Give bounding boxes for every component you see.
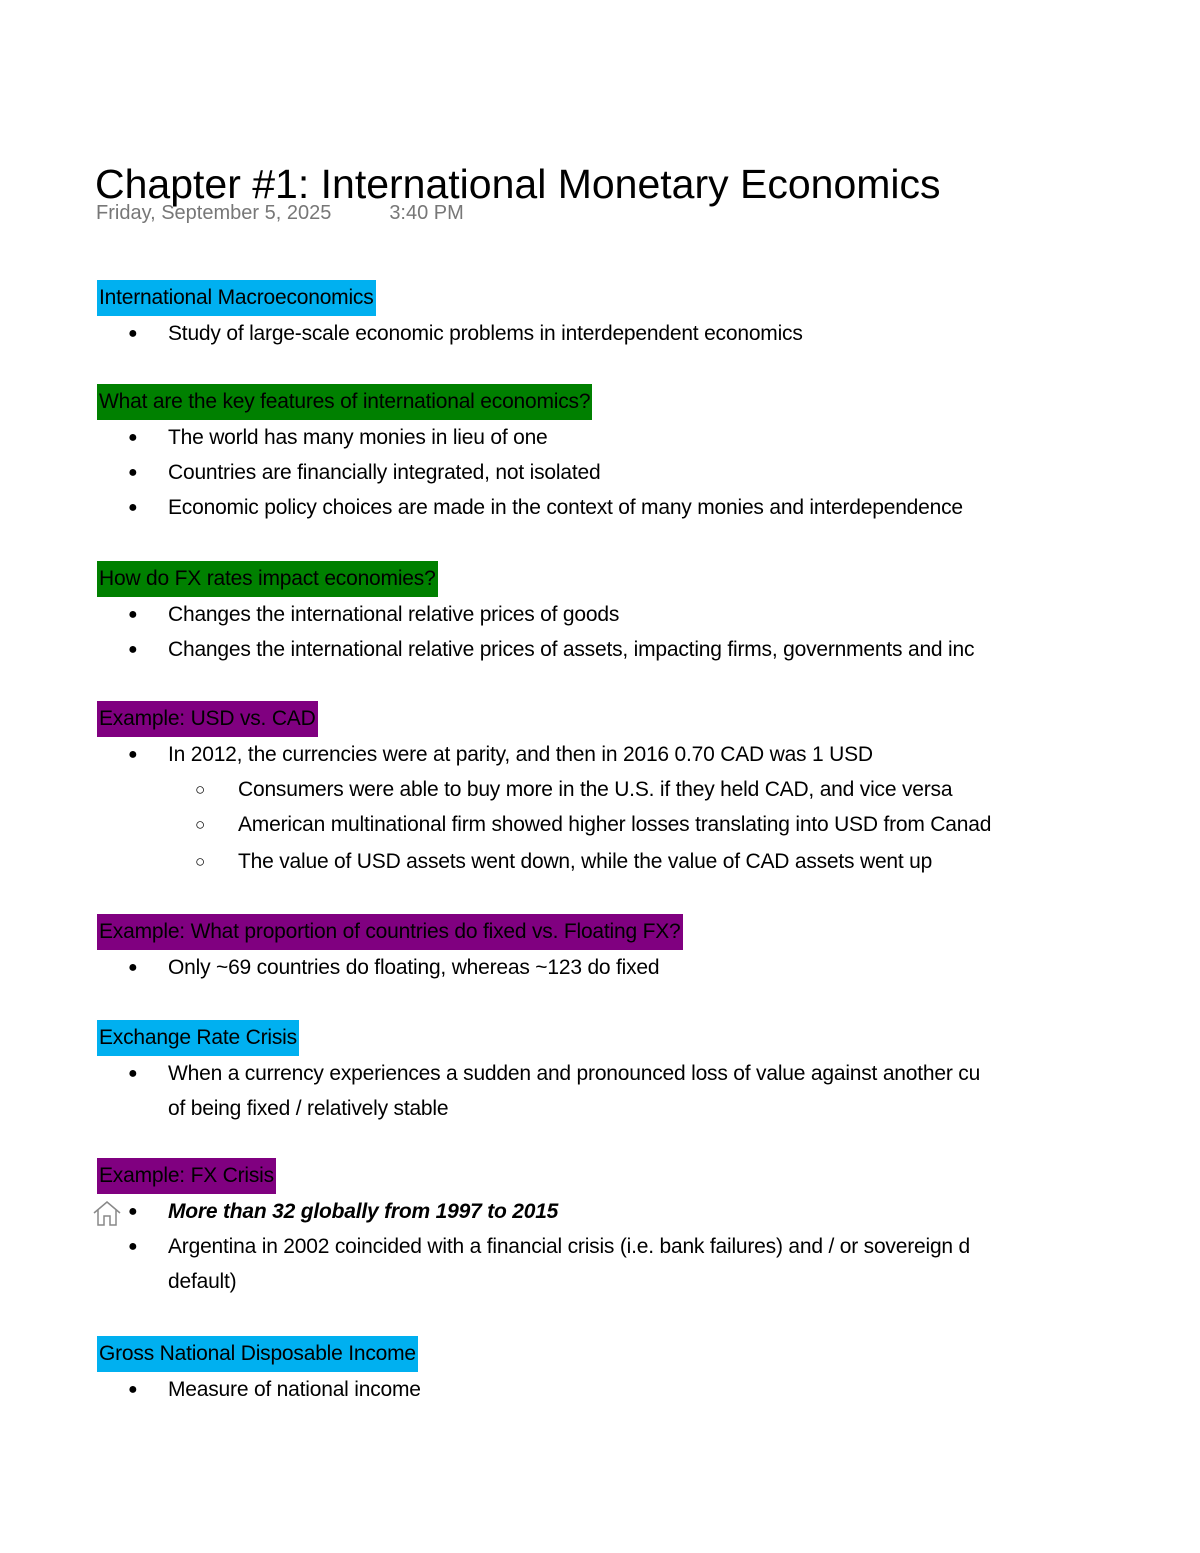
item-text: Consumers were able to buy more in the U.S. if they held CAD, and vice versa: [238, 778, 953, 801]
section-heading: How do FX rates impact economies?: [97, 561, 438, 597]
list-item: [97, 737, 1200, 772]
bullet-icon: ●: [128, 1381, 138, 1398]
item-text: The value of USD assets went down, while the value of CAD assets went up: [238, 850, 933, 873]
item-text: In 2012, the currencies were at parity, and then in 2016 0.70 CAD was 1 USD: [168, 743, 873, 766]
list-item: [97, 1229, 1200, 1299]
list-item: [97, 597, 1200, 632]
bullet-icon: ●: [128, 325, 138, 342]
section-intl-macro: [97, 280, 1200, 351]
item-text: Economic policy choices are made in the context of many monies and interdependence: [168, 496, 963, 519]
item-text: Argentina in 2002 coincided with a financial crisis (i.e. bank failures) and / or sovereign d: [168, 1235, 971, 1258]
list-item: [97, 455, 1200, 490]
section-key-features: [97, 384, 1200, 525]
page-title: Chapter #1: International Monetary Economics: [95, 161, 941, 208]
section-heading: International Macroeconomics: [97, 280, 376, 316]
page-time: 3:40 PM: [389, 202, 464, 224]
list-item: [97, 1056, 1200, 1126]
list-item: [97, 420, 1200, 455]
circle-bullet-icon: ○: [195, 815, 206, 834]
list-item: [97, 490, 1200, 525]
bullet-icon: ●: [128, 1065, 138, 1082]
page-date: Friday, September 5, 2025: [96, 202, 332, 224]
item-text: American multinational firm showed higher losses translating into USD from Canad: [238, 813, 992, 836]
section-heading: Example: What proportion of countries do fixed vs. Floating FX?: [97, 914, 683, 950]
section-gndi: [97, 1336, 1200, 1407]
section-fx-crisis: [97, 1158, 1200, 1299]
list-item: [97, 1372, 1200, 1407]
item-text: Measure of national income: [168, 1378, 421, 1401]
bullet-icon: ●: [128, 1203, 138, 1220]
bullet-icon: ●: [128, 499, 138, 516]
item-text-continuation: of being fixed / relatively stable: [168, 1097, 449, 1120]
item-text-continuation: default): [168, 1270, 237, 1293]
item-text: Changes the international relative prices of goods: [168, 603, 620, 626]
section-heading: Example: FX Crisis: [97, 1158, 276, 1194]
item-text: Changes the international relative prices of assets, impacting firms, governments and inc: [168, 638, 975, 661]
section-fixed-floating: [97, 914, 1200, 985]
bullet-icon: ●: [128, 959, 138, 976]
bullet-icon: ●: [128, 746, 138, 763]
list-item: [97, 316, 1200, 351]
sub-list-item: [97, 807, 1200, 842]
bullet-icon: ●: [128, 429, 138, 446]
section-heading: Exchange Rate Crisis: [97, 1020, 299, 1056]
section-heading: What are the key features of international economics?: [97, 384, 592, 420]
item-text: Only ~69 countries do floating, whereas ~123 do fixed: [168, 956, 660, 979]
home-icon[interactable]: [92, 1200, 122, 1226]
bullet-icon: ●: [128, 464, 138, 481]
section-exchange-rate-crisis: [97, 1020, 1200, 1126]
bullet-icon: ●: [128, 1238, 138, 1255]
list-item: [97, 632, 1200, 667]
bullet-icon: ●: [128, 606, 138, 623]
sub-list-item: [97, 772, 1200, 807]
item-text: When a currency experiences a sudden and pronounced loss of value against another cu: [168, 1062, 981, 1085]
item-text: Countries are financially integrated, not isolated: [168, 461, 601, 484]
sub-list-item: [97, 844, 1200, 879]
item-text: Study of large-scale economic problems in interdependent economics: [168, 322, 803, 345]
section-heading: Gross National Disposable Income: [97, 1336, 418, 1372]
section-fx-impact: [97, 561, 1200, 667]
item-text: More than 32 globally from 1997 to 2015: [168, 1200, 559, 1223]
list-item: [97, 950, 1200, 985]
section-usd-cad: [97, 701, 1200, 879]
bullet-icon: ●: [128, 641, 138, 658]
page-meta: [96, 202, 464, 225]
circle-bullet-icon: ○: [195, 852, 206, 871]
list-item: [97, 1194, 1200, 1229]
item-text: The world has many monies in lieu of one: [168, 426, 548, 449]
section-heading: Example: USD vs. CAD: [97, 701, 318, 737]
circle-bullet-icon: ○: [195, 780, 206, 799]
